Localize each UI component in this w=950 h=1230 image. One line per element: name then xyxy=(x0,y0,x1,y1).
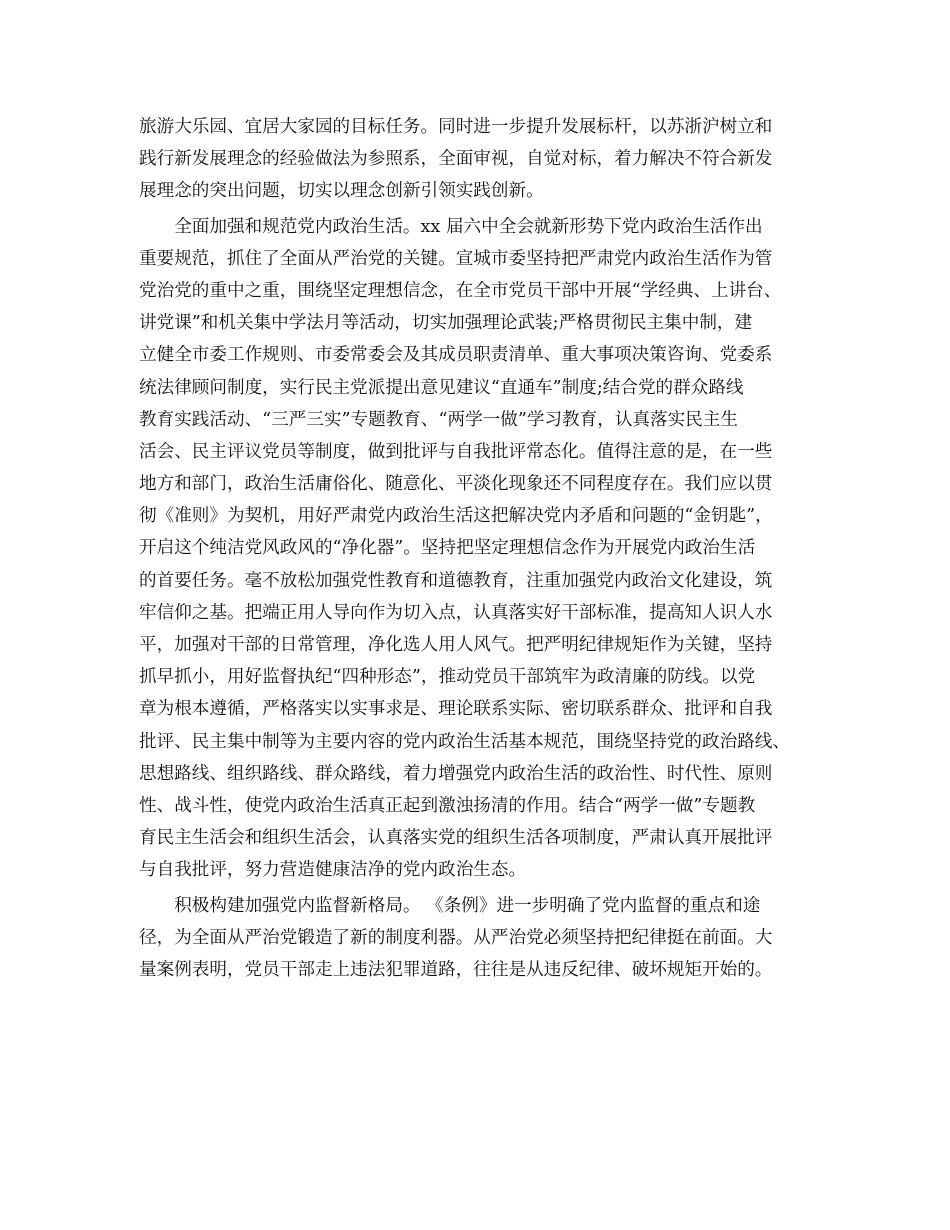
text-line: 党治党的重中之重，围绕坚定理想信念，在全市党员干部中开展“学经典、上讲台、 xyxy=(139,280,782,301)
text-line: 牢信仰之基。把端正用人导向作为切入点，认真落实好干部标准，提高知人识人水 xyxy=(139,602,773,623)
text-line: 抓早抓小，用好监督执纪“四种形态”，推动党员干部筑牢为政清廉的防线。以党 xyxy=(139,667,756,688)
text-line: 重要规范，抓住了全面从严治党的关键。宣城市委坚持把严肃党内政治生活作为管 xyxy=(139,248,773,269)
text-line: 性、战斗性，使党内政治生活真正起到激浊扬清的作用。结合“两学一做”专题教 xyxy=(139,795,756,816)
text-line: 育民主生活会和组织生活会，认真落实党的组织生活各项制度，严肃认真开展批评 xyxy=(139,828,773,849)
text-line: 思想路线、组织路线、群众路线，着力增强党内政治生活的政治性、时代性、原则 xyxy=(139,763,773,784)
text-line: 统法律顾问制度，实行民主党派提出意见建议“直通车”制度;结合党的群众路线 xyxy=(139,377,744,398)
text-line: 展理念的突出问题，切实以理念创新引领实践创新。 xyxy=(139,181,544,202)
text-line: 与自我批评，努力营造健康洁净的党内政治生态。 xyxy=(139,860,527,881)
text-line: 地方和部门，政治生活庸俗化、随意化、平淡化现象还不同程度存在。我们应以贯 xyxy=(139,474,773,495)
document-body xyxy=(139,111,829,986)
text-line: 践行新发展理念的经验做法为参照系，全面审视，自觉对标，着力解决不符合新发 xyxy=(139,149,773,170)
paragraph xyxy=(139,211,829,887)
paragraph xyxy=(139,111,829,208)
text-line: 全面加强和规范党内政治生活。xx 届六中全会就新形势下党内政治生活作出 xyxy=(139,216,763,237)
text-line: 讲党课”和机关集中学法月等活动，切实加强理论武装;严格贯彻民主集中制，建 xyxy=(139,313,753,334)
text-line: 积极构建加强党内监督新格局。 《条例》进一步明确了党内监督的重点和途 xyxy=(139,895,761,916)
text-line: 批评、民主集中制等为主要内容的党内政治生活基本规范，围绕坚持党的政治路线、 xyxy=(139,731,790,752)
text-line: 量案例表明，党员干部走上违法犯罪道路，往往是从违反纪律、破坏规矩开始的。 xyxy=(139,959,773,980)
text-line: 教育实践活动、“三严三实”专题教育、“两学一做”学习教育，认真落实民主生 xyxy=(139,409,738,430)
text-line: 立健全市委工作规则、市委常委会及其成员职责清单、重大事项决策咨询、党委系 xyxy=(139,345,773,366)
text-line: 径，为全面从严治党锻造了新的制度利器。从严治党必须坚持把纪律挺在前面。大 xyxy=(139,927,773,948)
text-line: 活会、民主评议党员等制度，做到批评与自我批评常态化。值得注意的是，在一些 xyxy=(139,441,773,462)
paragraph xyxy=(139,890,829,987)
text-line: 的首要任务。毫不放松加强党性教育和道德教育，注重加强党内政治文化建设，筑 xyxy=(139,570,773,591)
text-line: 彻《准则》为契机，用好严肃党内政治生活这把解决党内矛盾和问题的“金钥匙”， xyxy=(139,506,773,527)
text-line: 平，加强对干部的日常管理，净化选人用人风气。把严明纪律规矩作为关键，坚持 xyxy=(139,635,773,655)
text-line: 旅游大乐园、宜居大家园的目标任务。同时进一步提升发展标杆，以苏浙沪树立和 xyxy=(139,117,773,137)
text-line: 章为根本遵循，严格落实以实事求是、理论联系实际、密切联系群众、批评和自我 xyxy=(139,699,773,720)
text-line: 开启这个纯洁党风政风的“净化器”。坚持把坚定理想信念作为开展党内政治生活 xyxy=(139,538,756,559)
